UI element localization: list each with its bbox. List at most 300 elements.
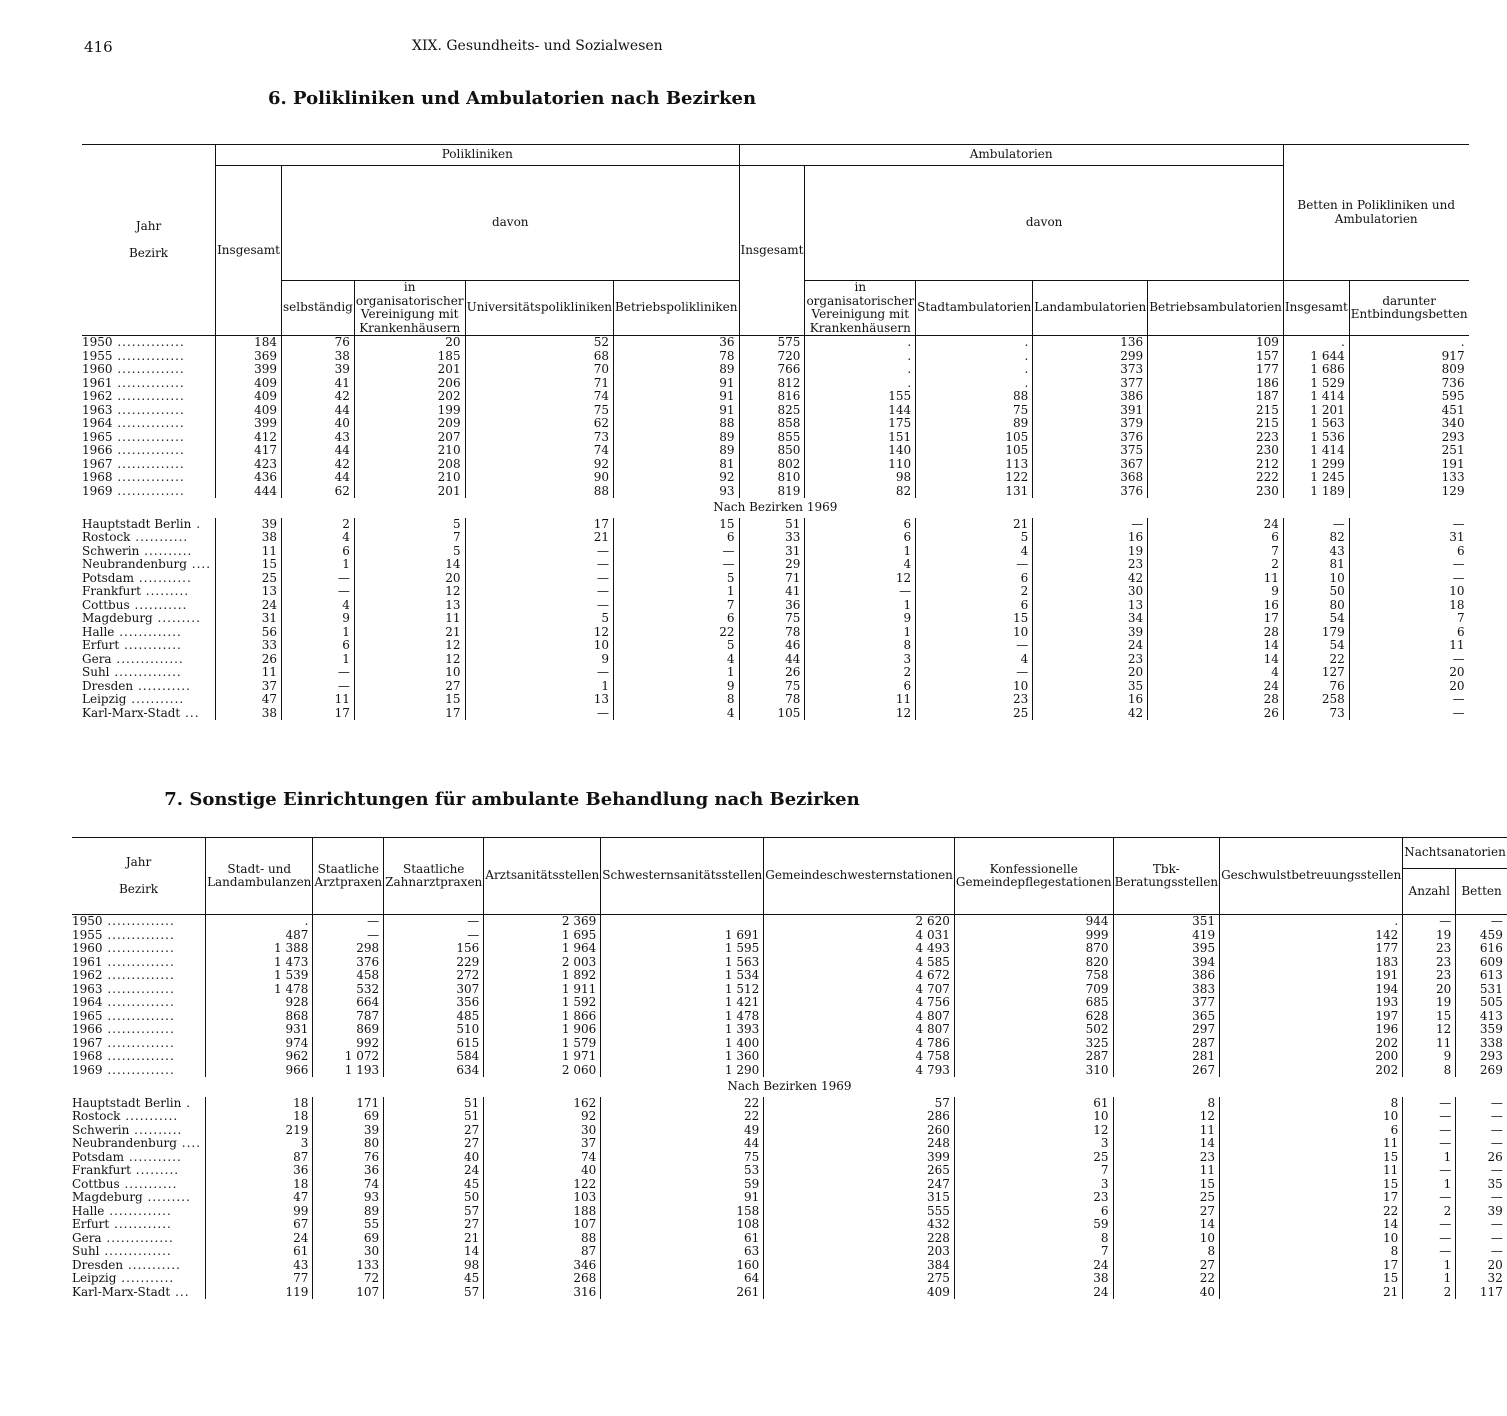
table-row: [82, 707, 1469, 721]
table-cell: 59: [601, 1178, 764, 1192]
table-cell: 16: [1148, 599, 1284, 613]
zahnarzt-header: Staatliche Zahnarztpraxen: [384, 838, 484, 915]
table7-title: 7. Sonstige Einrichtungen für ambulante Behandlung nach Bezirken: [164, 789, 860, 810]
table-row: [82, 336, 1469, 350]
table-cell: .: [805, 377, 916, 391]
table-cell: 4 493: [764, 942, 955, 956]
table-cell: 20: [1487, 1257, 1503, 1272]
table-cell: 157: [1148, 350, 1284, 364]
table-cell: 14: [1113, 1137, 1220, 1151]
table-cell: —: [1033, 518, 1148, 532]
table-cell: —: [614, 545, 739, 559]
row-label: 1960 ..............: [82, 363, 216, 377]
dot-leader: ..............: [102, 1022, 175, 1036]
table-cell: 1 579: [484, 1037, 601, 1051]
table-cell: 15: [216, 558, 282, 572]
table-cell: 4 672: [764, 969, 955, 983]
table-cell: 27: [384, 1124, 484, 1138]
table-cell: 3: [954, 1178, 1113, 1192]
table-row: [72, 1097, 1507, 1111]
table-cell: 36: [206, 1164, 313, 1178]
table-cell: 384: [764, 1259, 955, 1273]
bet-insgesamt-header: Insgesamt: [1283, 281, 1349, 336]
table-cell: 47: [206, 1191, 313, 1205]
table-cell: 928: [206, 996, 313, 1010]
table-cell: —: [1403, 1232, 1456, 1246]
table-row: [82, 680, 1469, 694]
table-cell: 26: [216, 653, 282, 667]
table-cell: 376: [1033, 485, 1148, 499]
table-cell: 4: [614, 707, 739, 721]
table-cell: —: [805, 585, 916, 599]
row-label: 1950 ..............: [72, 915, 206, 929]
table-cell: 261: [601, 1286, 764, 1300]
table-cell: 346: [484, 1259, 601, 1273]
table-cell: 4 585: [764, 956, 955, 970]
row-label: 1968 ..............: [82, 471, 216, 485]
table-cell: 24: [384, 1164, 484, 1178]
table-cell: 1: [1403, 1178, 1456, 1192]
table6-header: [82, 145, 1469, 336]
table-cell: 2: [805, 666, 916, 680]
table-cell: 39: [216, 518, 282, 532]
table-cell: 1: [614, 585, 739, 599]
table-row: [72, 1205, 1507, 1219]
table-cell: 69: [313, 1110, 384, 1124]
table-cell: 368: [1033, 471, 1148, 485]
row-label: Frankfurt .........: [72, 1164, 206, 1178]
table7-subheading-row: [72, 1077, 1507, 1097]
table-cell: 394: [1113, 956, 1220, 970]
table-cell: —: [1490, 1244, 1503, 1258]
table-cell: 42: [1033, 707, 1148, 721]
table-cell: 175: [805, 417, 916, 431]
table-cell: 87: [484, 1245, 601, 1259]
table7-district-rows: [72, 1097, 1507, 1300]
table-cell: 171: [313, 1097, 384, 1111]
year-label: Jahr: [125, 854, 152, 869]
table-cell: 4: [916, 545, 1033, 559]
table-row: [82, 531, 1469, 545]
table-cell: 105: [739, 707, 805, 721]
table-cell: 22: [1283, 653, 1349, 667]
table-cell: 46: [739, 639, 805, 653]
table-cell: 1 534: [601, 969, 764, 983]
table6-title: 6. Polikliniken und Ambulatorien nach Bezirken: [267, 88, 757, 109]
row-label: 1962 ..............: [72, 969, 206, 983]
table-row: [72, 956, 1507, 970]
table-cell: 616: [1479, 941, 1503, 955]
table-cell: 2: [282, 518, 355, 532]
table-cell: 69: [313, 1232, 384, 1246]
dot-leader: ...........: [119, 1176, 178, 1191]
table-cell: 31: [216, 612, 282, 626]
table-cell: 584: [384, 1050, 484, 1064]
table-cell: 855: [739, 431, 805, 445]
table-cell: 70: [465, 363, 613, 377]
table-cell: 409: [216, 390, 282, 404]
row-label: Neubrandenburg ....: [72, 1137, 206, 1151]
table-cell: 1 892: [484, 969, 601, 983]
table-cell: 223: [1148, 431, 1284, 445]
table-cell: 4: [916, 653, 1033, 667]
schwestern-header: Schwesternsanitätsstellen: [601, 838, 764, 915]
table-cell: 1 536: [1283, 431, 1349, 445]
table-cell: 87: [206, 1151, 313, 1165]
row-label: 1969 ..............: [82, 485, 216, 499]
table-cell: 5: [465, 612, 613, 626]
table-cell: 19: [1403, 929, 1456, 943]
table-cell: 25: [1113, 1191, 1220, 1205]
table-cell: 21: [1220, 1286, 1403, 1300]
table-cell: 73: [1283, 707, 1349, 721]
table-cell: 20: [354, 572, 465, 586]
table-cell: 13: [354, 599, 465, 613]
table7: [72, 837, 1507, 1299]
table-cell: 931: [206, 1023, 313, 1037]
table-cell: 44: [739, 653, 805, 667]
table-cell: 1 691: [601, 929, 764, 943]
table-cell: 275: [764, 1272, 955, 1286]
table-cell: 22: [601, 1110, 764, 1124]
table-cell: 6: [805, 531, 916, 545]
dot-leader: .........: [152, 611, 201, 625]
table-cell: 215: [1148, 417, 1284, 431]
table-cell: 555: [764, 1205, 955, 1219]
table-cell: 68: [465, 350, 613, 364]
row-label: Schwerin ..........: [72, 1124, 206, 1138]
table-cell: 802: [739, 458, 805, 472]
dot-leader: ..........: [139, 543, 193, 558]
table-cell: 37: [216, 680, 282, 694]
table-cell: —: [1403, 915, 1456, 929]
dot-leader: ..............: [112, 375, 185, 390]
table7-header: [72, 838, 1507, 915]
table-cell: 74: [313, 1178, 384, 1192]
table-cell: 11: [1148, 572, 1284, 586]
row-label: 1966 ..............: [72, 1023, 206, 1037]
dot-leader: .............: [104, 1203, 172, 1218]
table-row: [82, 558, 1469, 572]
table-cell: 267: [1113, 1064, 1220, 1078]
table-cell: 386: [1113, 969, 1220, 983]
nachtsanatorien-header: Nachtsanatorien: [1403, 838, 1507, 869]
table-row: [82, 458, 1469, 472]
table-cell: 18: [206, 1110, 313, 1124]
table-cell: 30: [484, 1124, 601, 1138]
table-cell: 17: [1220, 1191, 1403, 1205]
table-cell: 1 539: [206, 969, 313, 983]
table-cell: 9: [1148, 585, 1284, 599]
table-cell: 11: [1403, 1037, 1456, 1051]
table-cell: 15: [1113, 1178, 1220, 1192]
table-cell: 89: [614, 431, 739, 445]
table-cell: —: [282, 680, 355, 694]
table-cell: 458: [313, 969, 384, 983]
district-label: Bezirk: [128, 245, 169, 260]
table-row: [72, 996, 1507, 1010]
row-label: 1960 ..............: [72, 942, 206, 956]
table6-year-rows: [82, 336, 1469, 499]
table-cell: 412: [216, 431, 282, 445]
table-row: [82, 572, 1469, 586]
table-cell: 1: [1403, 1272, 1456, 1286]
dot-leader: .........: [142, 1190, 191, 1204]
table-cell: 156: [384, 942, 484, 956]
table-cell: 93: [313, 1191, 384, 1205]
table-cell: 23: [1403, 956, 1456, 970]
table-cell: —: [1403, 1218, 1456, 1232]
table-cell: 265: [764, 1164, 955, 1178]
table-cell: 201: [354, 485, 465, 499]
table-row: [72, 942, 1507, 956]
table-cell: 42: [1033, 572, 1148, 586]
year-label: Jahr: [135, 218, 162, 233]
table-cell: 1: [805, 626, 916, 640]
row-label: Magdeburg .........: [82, 612, 216, 626]
table-cell: 4 758: [764, 1050, 955, 1064]
table-cell: 944: [954, 915, 1113, 929]
geschwulst-header: Geschwulstbetreuungsstellen: [1220, 838, 1403, 915]
table-cell: 992: [313, 1037, 384, 1051]
dot-leader: ..............: [101, 1230, 174, 1245]
table-cell: 8: [1113, 1097, 1220, 1111]
table-cell: 196: [1220, 1023, 1403, 1037]
table-cell: 51: [384, 1110, 484, 1124]
table-row: [72, 1064, 1507, 1078]
table-cell: 98: [384, 1259, 484, 1273]
anzahl-header: Anzahl: [1403, 869, 1456, 915]
table-cell: .: [1283, 336, 1349, 350]
dot-leader: ..............: [112, 470, 185, 484]
table-cell: 31: [739, 545, 805, 559]
table-row: [72, 1232, 1507, 1246]
row-label: Dresden ...........: [82, 680, 216, 694]
table-cell: 7: [614, 599, 739, 613]
table-cell: 28: [1148, 626, 1284, 640]
table-cell: 444: [216, 485, 282, 499]
table-cell: 55: [313, 1218, 384, 1232]
table-cell: 78: [614, 350, 739, 364]
table-cell: 377: [1033, 377, 1148, 391]
table-cell: 30: [1033, 585, 1148, 599]
table-cell: 229: [384, 956, 484, 970]
table-row: [72, 1050, 1507, 1064]
table-cell: 158: [601, 1205, 764, 1219]
table-cell: 179: [1283, 626, 1349, 640]
table-cell: 8: [1220, 1245, 1403, 1259]
table-cell: 8: [954, 1232, 1113, 1246]
table-cell: 136: [1033, 336, 1148, 350]
table-cell: 23: [1033, 653, 1148, 667]
table-cell: —: [1452, 516, 1465, 531]
dot-leader: ..............: [112, 443, 185, 457]
table-cell: 45: [384, 1272, 484, 1286]
table-cell: 177: [1148, 363, 1284, 377]
table-row: [72, 1137, 1507, 1151]
table-cell: 90: [465, 471, 613, 485]
table-row: [72, 1272, 1507, 1286]
gemeinde-header: Gemeindeschwesternstationen: [764, 838, 955, 915]
table-cell: 76: [1283, 680, 1349, 694]
table-cell: 110: [805, 458, 916, 472]
table-cell: 11: [805, 693, 916, 707]
table-cell: 11: [1113, 1164, 1220, 1178]
dot-leader: ..............: [102, 981, 175, 996]
entbindung-header: darunter Entbindungsbetten: [1349, 281, 1468, 336]
table-cell: 766: [739, 363, 805, 377]
table-cell: 868: [206, 1010, 313, 1024]
table-cell: 10: [465, 639, 613, 653]
table-cell: 71: [465, 377, 613, 391]
table-cell: 293: [1479, 1049, 1503, 1063]
dot-leader: ..............: [102, 1062, 175, 1077]
table-cell: 80: [313, 1137, 384, 1151]
table-cell: 4: [1148, 666, 1284, 680]
table-cell: 22: [614, 626, 739, 640]
table-cell: 383: [1113, 983, 1220, 997]
selbstaendig-header: selbständig: [282, 281, 355, 336]
table-cell: 212: [1148, 458, 1284, 472]
table-cell: 202: [354, 390, 465, 404]
table-cell: 820: [954, 956, 1113, 970]
table-cell: 338: [1479, 1035, 1503, 1050]
table-cell: 22: [1220, 1205, 1403, 1219]
table-cell: 14: [1113, 1218, 1220, 1232]
table-cell: 93: [614, 485, 739, 499]
table-cell: 6: [1220, 1124, 1403, 1138]
table-cell: 1: [282, 626, 355, 640]
table-cell: 10: [1220, 1110, 1403, 1124]
dot-leader: ..............: [111, 651, 184, 666]
table-cell: 298: [313, 942, 384, 956]
arztsan-header: Arztsanitätsstellen: [484, 838, 601, 915]
table-row: [72, 1164, 1507, 1178]
table-cell: 144: [805, 404, 916, 418]
table-cell: 113: [916, 458, 1033, 472]
table-cell: 38: [216, 531, 282, 545]
poli-insgesamt-header: Insgesamt: [216, 166, 282, 336]
table-cell: 7: [954, 1164, 1113, 1178]
table-cell: 22: [601, 1097, 764, 1111]
table-cell: 74: [484, 1151, 601, 1165]
dot-leader: ..............: [102, 954, 175, 969]
table-cell: 54: [1283, 612, 1349, 626]
table-row: [72, 1178, 1507, 1192]
table-cell: 36: [614, 336, 739, 350]
table-cell: 258: [1283, 693, 1349, 707]
table-cell: —: [465, 572, 613, 586]
table-cell: 160: [601, 1259, 764, 1273]
table-cell: 376: [313, 956, 384, 970]
dot-leader: ..............: [112, 456, 185, 471]
table-cell: 92: [465, 458, 613, 472]
table-cell: .: [805, 363, 916, 377]
table-cell: 24: [216, 599, 282, 613]
table-cell: 12: [1113, 1110, 1220, 1124]
table-cell: 1: [805, 599, 916, 613]
dot-leader: ............: [109, 1217, 172, 1231]
table-cell: 47: [216, 693, 282, 707]
table-cell: 119: [206, 1286, 313, 1300]
table-cell: 251: [1441, 443, 1465, 457]
dot-leader: ....: [186, 557, 212, 571]
dot-leader: ..............: [102, 1008, 175, 1023]
table-cell: 8: [1403, 1064, 1456, 1078]
table-cell: 367: [1033, 458, 1148, 472]
table-cell: 36: [313, 1164, 384, 1178]
land-amb-header: Landambulatorien: [1033, 281, 1148, 336]
table-cell: —: [1490, 1217, 1503, 1231]
dot-leader: ..............: [102, 1049, 175, 1063]
table-cell: 6: [1148, 531, 1284, 545]
table-cell: 78: [739, 693, 805, 707]
table-cell: 6: [614, 612, 739, 626]
table-cell: 71: [739, 572, 805, 586]
row-label: Rostock ...........: [72, 1110, 206, 1124]
table-cell: 61: [601, 1232, 764, 1246]
table-cell: 1 695: [484, 929, 601, 943]
table-cell: 26: [1487, 1149, 1503, 1164]
table-row: [82, 404, 1469, 418]
table-row: [82, 431, 1469, 445]
table-cell: 248: [764, 1137, 955, 1151]
table-cell: 505: [1479, 995, 1503, 1009]
table-cell: 18: [206, 1178, 313, 1192]
dot-leader: ....: [176, 1136, 202, 1150]
table-cell: 13: [216, 585, 282, 599]
table-cell: 20: [1403, 983, 1456, 997]
table7-year-rows: [72, 915, 1507, 1078]
row-label: Gera ..............: [82, 653, 216, 667]
table-cell: 2 060: [484, 1064, 601, 1078]
table-cell: 43: [206, 1259, 313, 1273]
table-cell: 15: [1220, 1178, 1403, 1192]
table-cell: 13: [465, 693, 613, 707]
stadt-amb-header: Stadtambulatorien: [916, 281, 1033, 336]
table-cell: 1 478: [206, 983, 313, 997]
table-cell: —: [282, 572, 355, 586]
table-row: [82, 390, 1469, 404]
table-cell: 1 529: [1283, 377, 1349, 391]
table-cell: 75: [739, 680, 805, 694]
table-cell: 9: [282, 612, 355, 626]
table-cell: 816: [739, 390, 805, 404]
table-cell: 18: [1449, 597, 1465, 612]
dot-leader: .........: [140, 584, 190, 598]
table-cell: 92: [484, 1110, 601, 1124]
table-cell: 59: [954, 1218, 1113, 1232]
table-row: [82, 585, 1469, 599]
table-cell: 395: [1113, 942, 1220, 956]
table-row: [82, 377, 1469, 391]
table-cell: 228: [764, 1232, 955, 1246]
table-cell: 359: [1479, 1022, 1503, 1036]
table-cell: 1 512: [601, 983, 764, 997]
row-label: 1966 ..............: [82, 444, 216, 458]
table-cell: 7: [1456, 611, 1465, 625]
row-label: Karl-Marx-Stadt ...: [72, 1286, 206, 1300]
table-cell: 36: [739, 599, 805, 613]
table-row: [72, 1191, 1507, 1205]
table7-stub-header: [72, 838, 206, 915]
row-label: Halle .............: [82, 626, 216, 640]
table-cell: 409: [216, 377, 282, 391]
betten-header: Betten in Polikliniken und Ambulatorien: [1283, 145, 1468, 281]
table-cell: 12: [354, 653, 465, 667]
table-cell: 810: [739, 471, 805, 485]
table-cell: 16: [1033, 693, 1148, 707]
